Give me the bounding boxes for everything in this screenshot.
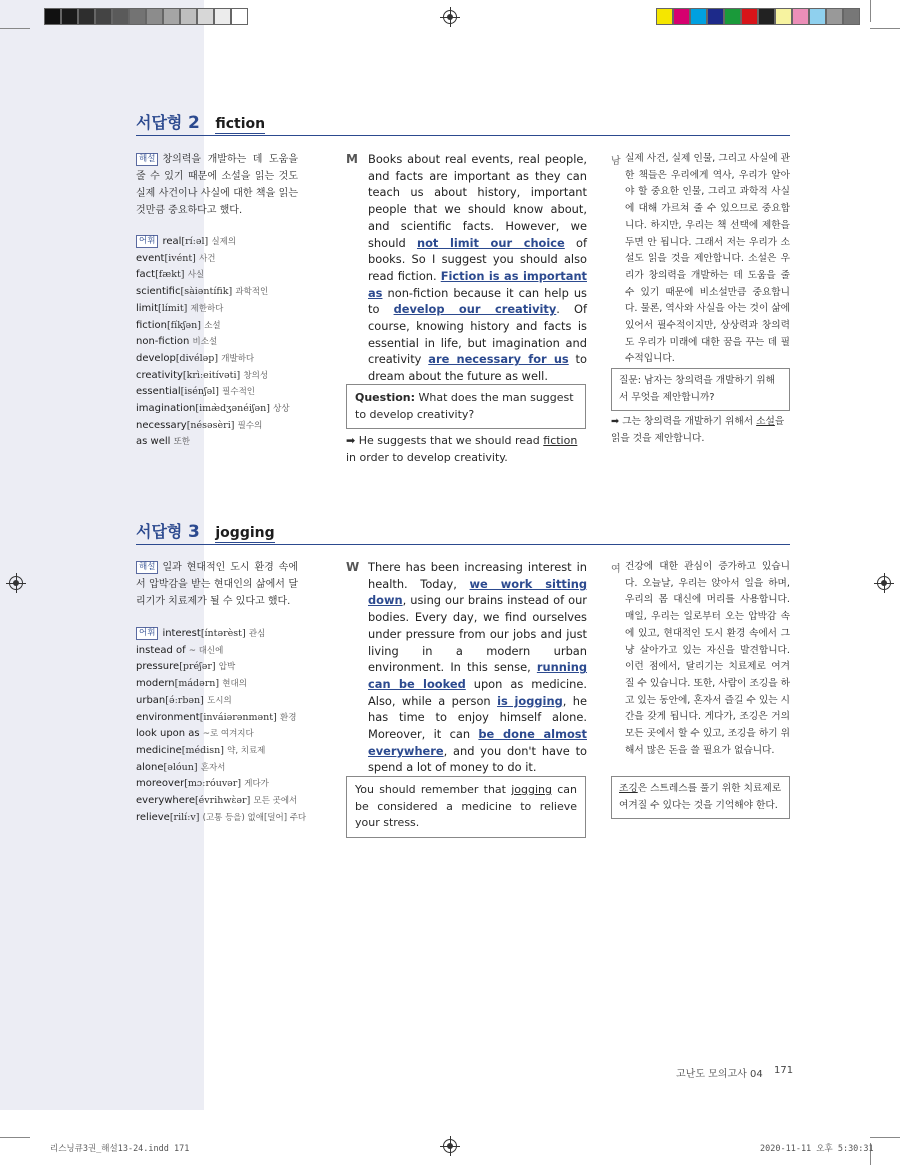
vocab-word: imagination bbox=[136, 403, 196, 415]
summary-text: can be considered a medicine to relieve your stress. bbox=[355, 783, 578, 829]
vocab-word: moreover bbox=[136, 778, 185, 790]
section2-vocab-header bbox=[136, 234, 316, 251]
section3-label: 서답형 bbox=[136, 522, 183, 541]
vocab-word: develop bbox=[136, 352, 176, 364]
vocab-meaning: 비소설 bbox=[192, 337, 218, 348]
section2-explanation-text: 창의력을 개발하는 데 도움을 줄 수 있기 때문에 소설을 읽는 것도 실제 사건이나 사실에 대한 책을 읽는 것만큼 중요하다고 했다. bbox=[136, 154, 298, 216]
vocab-pron: [isénʃəl] bbox=[180, 386, 219, 398]
vocab-item bbox=[136, 693, 316, 710]
vocab-word: environment bbox=[136, 711, 200, 723]
vocab-pron: [íntərèst] bbox=[200, 628, 246, 639]
section2-rule bbox=[136, 135, 790, 136]
script-text: of books. So I suggest you should also read fiction. bbox=[368, 235, 587, 283]
section2-answer-line bbox=[346, 433, 588, 466]
vocab-meaning: 실제의 bbox=[211, 237, 237, 247]
vocab-meaning: 필수의 bbox=[237, 420, 263, 431]
section2-kor-answer bbox=[611, 414, 790, 447]
vocab-pron: [évrihwɛ̀ər] bbox=[194, 795, 251, 807]
script-highlight: develop our creativity bbox=[393, 302, 557, 317]
script-highlight: running can be looked bbox=[368, 660, 587, 691]
section2-label: 서답형 bbox=[136, 113, 183, 132]
vocab-pron: [sàiəntífik] bbox=[180, 286, 233, 298]
vocab-item bbox=[136, 743, 316, 760]
script-text: to dream about the future as well. bbox=[368, 352, 587, 384]
script-text: . Of course, knowing history and facts is essential in life, but imagination and creativity bbox=[368, 302, 588, 367]
vocab-item bbox=[136, 726, 316, 743]
section2-kor-question-box: 질문: 남자는 창의력을 개발하기 위해서 무엇을 제안합니까? bbox=[611, 368, 790, 411]
vocab-word: non-fiction bbox=[136, 336, 190, 348]
vocab-word: limit bbox=[136, 302, 158, 314]
vocab-item bbox=[136, 284, 316, 301]
vocab-word: look upon as bbox=[136, 728, 200, 740]
vocab-item bbox=[136, 434, 316, 451]
registration-mark-right-icon bbox=[877, 576, 891, 590]
answer-text: ➡ He suggests that we should read bbox=[346, 434, 544, 447]
section3-title bbox=[136, 519, 275, 542]
vocab-meaning: ~ 대신에 bbox=[188, 645, 224, 656]
section3-kor-summary-box bbox=[611, 776, 790, 819]
vocab-item bbox=[136, 384, 316, 401]
script-text: upon as medicine. Also, while a person bbox=[368, 676, 587, 708]
script-highlight: Fiction is as important as bbox=[368, 268, 587, 300]
vocab-item bbox=[136, 351, 316, 368]
vocab-pron: [divéləp] bbox=[175, 352, 219, 364]
vocab-word: alone bbox=[136, 761, 164, 773]
vocab-pron: [fíkʃən] bbox=[166, 319, 201, 331]
section3-script bbox=[368, 559, 587, 776]
slug-time: 2020-11-11 오후 5:30:31 bbox=[760, 1144, 874, 1154]
vocab-item bbox=[136, 676, 316, 693]
vocab-pron: [rilíːv] bbox=[169, 811, 200, 823]
vocab-word: everywhere bbox=[136, 795, 195, 807]
section3-vocab-list bbox=[136, 626, 316, 826]
vocab-word: real bbox=[162, 236, 182, 247]
vocab-meaning: 도시의 bbox=[207, 695, 232, 706]
vocab-meaning: 사건 bbox=[199, 253, 216, 264]
section2-question-box bbox=[346, 384, 586, 429]
script-text: non-fiction because it can help us to bbox=[368, 285, 587, 317]
vocab-meaning: 환경 bbox=[279, 712, 297, 723]
section3-explanation-tag: 해설 bbox=[136, 561, 158, 574]
question-label: Question: bbox=[355, 391, 416, 404]
vocab-pron: [inváiərənmənt] bbox=[199, 711, 277, 723]
vocab-pron: [préʃər] bbox=[179, 661, 216, 673]
vocab-pron: [mádərn] bbox=[174, 678, 220, 690]
vocab-pron: [ríːəl] bbox=[181, 236, 209, 247]
vocab-item bbox=[136, 710, 316, 727]
vocab-item bbox=[136, 401, 316, 418]
vocab-meaning: (고통 등을) 없애[덜어] 주다 bbox=[202, 812, 307, 823]
section3-kor-speaker: 여 bbox=[611, 564, 621, 575]
vocab-word: pressure bbox=[136, 661, 180, 673]
section3-vocab-tag: 어휘 bbox=[136, 627, 158, 640]
vocab-pron: [əlóun] bbox=[163, 761, 198, 773]
section3-explanation-text: 일과 현대적인 도시 환경 속에서 압박감을 받는 현대인의 삶에서 달리기가 치료제가 될 수 있다고 했다. bbox=[136, 562, 298, 607]
slug-file: 리스닝큐3권_해설13-24.indd 171 bbox=[50, 1144, 190, 1154]
vocab-word: modern bbox=[136, 678, 175, 690]
vocab-meaning: ~로 여겨지다 bbox=[202, 729, 254, 740]
footer-book-title: 고난도 모의고사 04 bbox=[676, 1069, 763, 1080]
vocab-meaning: 상상 bbox=[273, 404, 290, 415]
vocab-word: relieve bbox=[136, 811, 170, 823]
answer-text: in order to develop creativity. bbox=[346, 450, 508, 464]
vocab-word: scientific bbox=[136, 286, 181, 298]
vocab-meaning: 사실 bbox=[187, 270, 205, 281]
vocab-item bbox=[136, 760, 316, 777]
vocab-meaning: 약, 치료제 bbox=[227, 745, 266, 756]
script-text: , and you don't have to spend a lot of money to do it. bbox=[368, 743, 587, 775]
summary-text: You should remember that bbox=[355, 783, 512, 796]
kor-summary-word: 조깅 bbox=[619, 783, 638, 794]
script-text: , he has time to enjoy himself alone. Moreover, it can bbox=[368, 693, 587, 742]
script-highlight: not limit our choice bbox=[416, 235, 565, 250]
section3-vocab-header bbox=[136, 626, 316, 643]
vocab-item bbox=[136, 810, 316, 827]
vocab-meaning: 모든 곳에서 bbox=[253, 796, 298, 807]
vocab-meaning: 필수적인 bbox=[222, 387, 256, 398]
question-text: What does the man suggest to develop creativity? bbox=[355, 391, 574, 421]
section2-speaker: M bbox=[346, 152, 358, 166]
vocab-meaning: 또한 bbox=[173, 437, 191, 448]
vocab-meaning: 혼자서 bbox=[200, 762, 226, 773]
vocab-item bbox=[136, 643, 316, 660]
section3-number: 3 bbox=[187, 522, 200, 542]
vocab-word: event bbox=[136, 252, 165, 264]
vocab-item bbox=[136, 418, 316, 435]
vocab-item bbox=[136, 267, 316, 284]
section3-kor-translation: 건강에 대한 관심이 증가하고 있습니다. 오늘날, 우리는 앉아서 일을 하며, 우리의 몸 대신에 머리를 사용합니다. 매일, 우리는 일로부터 오는 압박감 속에 있고, 현대적인 도시 환경 속에서 그냥 살아가고 있는 자신을 발견합니다. 이런 점에서, 달리기는 치료제로 여겨질 수 있습니다. 또한, 사람이 조깅을 하고 있는 동안에, 혼자서 즐길 수 있는 시간을 갖게 됩니다. 게다가, 조깅은 거의 모든 곳에서 할 수 있고, 조깅을 하기 위해서 많은 돈을 쓸 필요가 없습니다. bbox=[625, 561, 791, 756]
vocab-item bbox=[136, 334, 316, 351]
section2-title bbox=[136, 110, 265, 133]
vocab-meaning: 압박 bbox=[218, 662, 236, 673]
vocab-word: necessary bbox=[136, 419, 187, 431]
vocab-pron: [nésəsèri] bbox=[186, 419, 235, 431]
section2-answer: fiction bbox=[215, 116, 266, 132]
section3-answer: jogging bbox=[215, 525, 275, 541]
script-highlight: are necessary for us bbox=[428, 352, 569, 367]
vocab-meaning: 현대의 bbox=[222, 679, 247, 690]
vocab-item bbox=[136, 301, 316, 318]
vocab-item bbox=[136, 776, 316, 793]
answer-word: fiction bbox=[543, 434, 578, 447]
section2-explanation bbox=[136, 151, 298, 219]
section2-kor-translation: 실제 사건, 실제 인물, 그리고 사실에 관한 책들은 우리에게 역사, 우리가 알아야 할 중요한 인물, 그리고 과학적 사실에 대해 가르쳐 줄 수 있으므로 중요합니다. 하지만, 우리는 책 선택에 제한을 두면 안 됩니다. 그래서 저는 우리가 소설도 읽을 것을 제안합니다. 소설은 우리가 창의력을 개발하는 데 도움을 줄 수 있기 때문에 비소설만큼 중요합니다. 물론, 역사와 사실을 아는 것이 삶에 있어서 필수적이지만, 상상력과 창의력도 우리가 미래에 대한 꿈을 꾸는 데 필수적입니다. bbox=[625, 153, 791, 365]
vocab-pron: [ivént] bbox=[164, 252, 196, 264]
vocab-word: fact bbox=[136, 269, 156, 281]
registration-mark-left-icon bbox=[9, 576, 23, 590]
vocab-pron: [mɔːróuvər] bbox=[184, 778, 242, 790]
kor-answer-text: ➡ 그는 창의력을 개발하기 위해서 bbox=[611, 416, 757, 427]
registration-mark-top-icon bbox=[443, 10, 457, 24]
vocab-word: medicine bbox=[136, 744, 182, 756]
script-text: , using our brains instead of our bodies. Every day, we find ourselves under pressure from our jobs and just living in a modern urban environment. In this sense, bbox=[368, 593, 587, 675]
section2-explanation-tag: 해설 bbox=[136, 153, 158, 166]
vocab-item bbox=[136, 251, 316, 268]
script-text: Books about real events, real people, and facts are important as they can teach us about history, important people that we should know about, and scientific facts. However, we should bbox=[368, 152, 587, 250]
section2-number: 2 bbox=[187, 113, 200, 133]
page-number: 171 bbox=[774, 1065, 794, 1076]
vocab-word: interest bbox=[162, 628, 201, 639]
section2-script bbox=[368, 151, 587, 385]
vocab-meaning: 소설 bbox=[204, 320, 221, 331]
section3-rule bbox=[136, 544, 790, 545]
vocab-pron: [fækt] bbox=[155, 269, 185, 281]
vocab-item bbox=[136, 659, 316, 676]
vocab-word: essential bbox=[136, 386, 181, 398]
vocab-word: fiction bbox=[136, 319, 167, 331]
summary-word: jogging bbox=[511, 783, 552, 796]
vocab-meaning: 개발하다 bbox=[221, 353, 255, 364]
section2-vocab-tag: 어휘 bbox=[136, 235, 158, 248]
vocab-pron: [ə́ːrbən] bbox=[165, 694, 204, 706]
section2-vocab-list bbox=[136, 234, 316, 451]
vocab-word: urban bbox=[136, 694, 166, 706]
vocab-word: creativity bbox=[136, 369, 183, 381]
vocab-word: as well bbox=[136, 436, 171, 448]
kor-answer-text: 을 읽을 것을 제안합니다. bbox=[611, 416, 785, 444]
section3-speaker: W bbox=[346, 560, 360, 574]
script-highlight: is jogging bbox=[497, 693, 563, 708]
vocab-meaning: 창의성 bbox=[243, 370, 269, 381]
vocab-meaning: 게다가 bbox=[244, 779, 269, 790]
script-highlight: be done almost everywhere bbox=[368, 727, 587, 758]
kor-summary-text: 은 스트레스를 풀기 위한 치료제로 여겨질 수 있다는 것을 기억해야 한다. bbox=[619, 783, 782, 811]
section3-explanation bbox=[136, 559, 298, 610]
vocab-pron: [krìːeitívəti] bbox=[182, 369, 241, 381]
vocab-pron: [imæ̀dʒənéiʃən] bbox=[195, 403, 270, 415]
script-highlight: we work sitting down bbox=[368, 576, 588, 608]
vocab-item bbox=[136, 793, 316, 810]
vocab-item bbox=[136, 368, 316, 385]
vocab-pron: [médisn] bbox=[181, 744, 224, 756]
vocab-pron: [límit] bbox=[158, 302, 188, 314]
section3-summary-box bbox=[346, 776, 586, 838]
vocab-meaning: 관심 bbox=[248, 629, 266, 639]
vocab-meaning: 제한하다 bbox=[190, 303, 224, 314]
script-text: There has been increasing interest in health. Today, bbox=[368, 560, 587, 591]
kor-answer-word: 소설 bbox=[756, 416, 775, 427]
vocab-word: instead of bbox=[136, 644, 186, 656]
registration-mark-bottom-icon bbox=[443, 1139, 457, 1153]
vocab-meaning: 과학적인 bbox=[235, 287, 269, 298]
vocab-item bbox=[136, 318, 316, 335]
section2-kor-speaker: 남 bbox=[611, 156, 621, 167]
